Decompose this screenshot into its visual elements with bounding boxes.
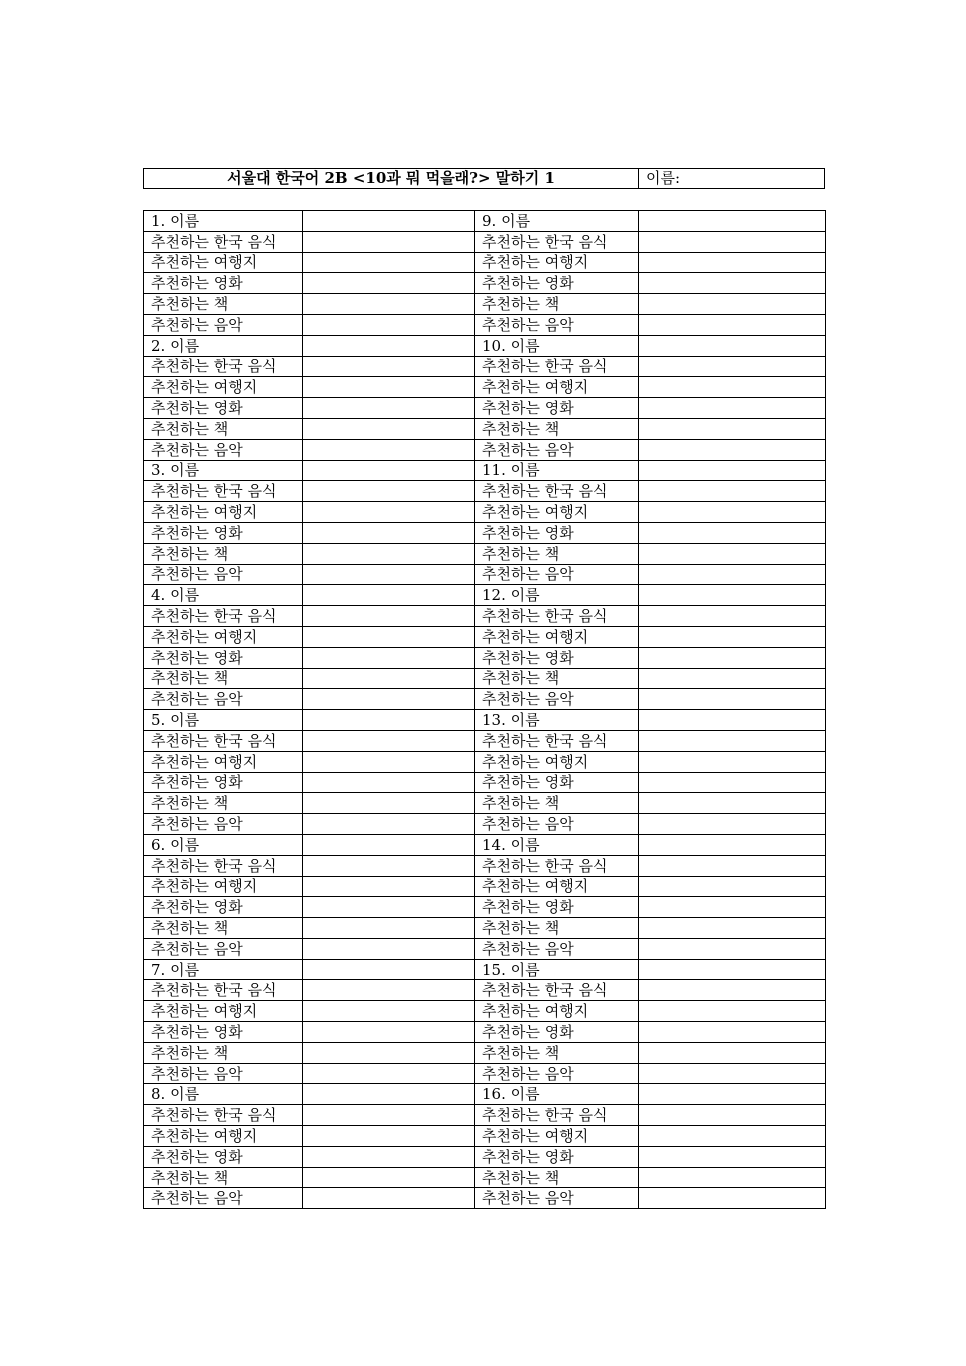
answer-cell-left[interactable] <box>303 606 475 627</box>
row-label-left: 추천하는 여행지 <box>144 1001 303 1022</box>
answer-cell-right[interactable] <box>639 814 826 835</box>
row-label-right: 15. 이름 <box>475 959 639 980</box>
row-label-right: 추천하는 여행지 <box>475 626 639 647</box>
table-row <box>144 294 826 315</box>
answer-cell-right[interactable] <box>639 834 826 855</box>
row-label-right: 추천하는 여행지 <box>475 1126 639 1147</box>
answer-cell-right[interactable] <box>639 439 826 460</box>
table-row <box>144 897 826 918</box>
answer-cell-right[interactable] <box>639 356 826 377</box>
row-label-right: 추천하는 영화 <box>475 1022 639 1043</box>
table-row <box>144 626 826 647</box>
answer-cell-left[interactable] <box>303 689 475 710</box>
table-row <box>144 772 826 793</box>
answer-cell-left[interactable] <box>303 814 475 835</box>
answer-cell-left[interactable] <box>303 1063 475 1084</box>
table-row <box>144 1063 826 1084</box>
table-row <box>144 543 826 564</box>
table-row <box>144 938 826 959</box>
row-label-right: 추천하는 영화 <box>475 398 639 419</box>
answer-cell-left[interactable] <box>303 1042 475 1063</box>
table-row <box>144 231 826 252</box>
answer-cell-right[interactable] <box>639 1126 826 1147</box>
row-label-left: 추천하는 음악 <box>144 689 303 710</box>
answer-cell-left[interactable] <box>303 1022 475 1043</box>
answer-cell-left[interactable] <box>303 314 475 335</box>
row-label-left: 추천하는 영화 <box>144 1146 303 1167</box>
row-label-left: 추천하는 음악 <box>144 938 303 959</box>
row-label-left: 추천하는 영화 <box>144 273 303 294</box>
answer-cell-right[interactable] <box>639 626 826 647</box>
table-row <box>144 1146 826 1167</box>
student-name-label: 이름: <box>646 169 681 187</box>
table-row <box>144 585 826 606</box>
row-label-left: 추천하는 한국 음식 <box>144 481 303 502</box>
row-label-left: 추천하는 음악 <box>144 1063 303 1084</box>
row-label-left: 8. 이름 <box>144 1084 303 1105</box>
answer-cell-right[interactable] <box>639 606 826 627</box>
answer-cell-left[interactable] <box>303 543 475 564</box>
row-label-right: 추천하는 여행지 <box>475 377 639 398</box>
answer-cell-right[interactable] <box>639 647 826 668</box>
table-row <box>144 814 826 835</box>
answer-cell-right[interactable] <box>639 1084 826 1105</box>
row-label-left: 추천하는 영화 <box>144 772 303 793</box>
row-label-right: 추천하는 한국 음식 <box>475 481 639 502</box>
table-row <box>144 1001 826 1022</box>
row-label-right: 추천하는 책 <box>475 1167 639 1188</box>
row-label-left: 추천하는 책 <box>144 793 303 814</box>
answer-cell-left[interactable] <box>303 647 475 668</box>
row-label-right: 추천하는 책 <box>475 918 639 939</box>
row-label-left: 추천하는 영화 <box>144 647 303 668</box>
table-row <box>144 689 826 710</box>
answer-cell-right[interactable] <box>639 585 826 606</box>
answer-cell-left[interactable] <box>303 481 475 502</box>
row-label-left: 6. 이름 <box>144 834 303 855</box>
row-label-right: 추천하는 여행지 <box>475 1001 639 1022</box>
row-label-right: 추천하는 책 <box>475 418 639 439</box>
row-label-left: 5. 이름 <box>144 710 303 731</box>
row-label-right: 추천하는 책 <box>475 1042 639 1063</box>
row-label-left: 추천하는 한국 음식 <box>144 730 303 751</box>
answer-cell-left[interactable] <box>303 980 475 1001</box>
row-label-right: 추천하는 음악 <box>475 1188 639 1209</box>
answer-cell-left[interactable] <box>303 793 475 814</box>
answer-cell-left[interactable] <box>303 1126 475 1147</box>
row-label-right: 추천하는 음악 <box>475 938 639 959</box>
row-label-left: 추천하는 한국 음식 <box>144 231 303 252</box>
table-row <box>144 668 826 689</box>
table-row <box>144 377 826 398</box>
row-label-right: 추천하는 여행지 <box>475 751 639 772</box>
table-row <box>144 980 826 1001</box>
row-label-left: 추천하는 음악 <box>144 814 303 835</box>
row-label-right: 추천하는 한국 음식 <box>475 356 639 377</box>
table-row <box>144 252 826 273</box>
answer-cell-right[interactable] <box>639 398 826 419</box>
answer-cell-left[interactable] <box>303 1146 475 1167</box>
table-row <box>144 918 826 939</box>
row-label-right: 추천하는 영화 <box>475 273 639 294</box>
table-row <box>144 211 826 232</box>
answer-cell-right[interactable] <box>639 294 826 315</box>
table-row <box>144 855 826 876</box>
answer-cell-right[interactable] <box>639 938 826 959</box>
row-label-left: 추천하는 음악 <box>144 1188 303 1209</box>
table-row <box>144 314 826 335</box>
answer-cell-left[interactable] <box>303 273 475 294</box>
answer-cell-left[interactable] <box>303 522 475 543</box>
answer-cell-left[interactable] <box>303 1001 475 1022</box>
answer-cell-right[interactable] <box>639 564 826 585</box>
answer-cell-right[interactable] <box>639 460 826 481</box>
row-label-left: 추천하는 영화 <box>144 398 303 419</box>
table-row <box>144 1126 826 1147</box>
row-label-left: 추천하는 영화 <box>144 897 303 918</box>
row-label-right: 추천하는 한국 음식 <box>475 606 639 627</box>
answer-cell-right[interactable] <box>639 231 826 252</box>
row-label-right: 추천하는 음악 <box>475 564 639 585</box>
row-label-left: 추천하는 책 <box>144 1167 303 1188</box>
row-label-right: 추천하는 음악 <box>475 314 639 335</box>
answer-cell-left[interactable] <box>303 897 475 918</box>
row-label-left: 추천하는 여행지 <box>144 876 303 897</box>
row-label-right: 추천하는 책 <box>475 668 639 689</box>
answer-cell-right[interactable] <box>639 273 826 294</box>
answer-cell-right[interactable] <box>639 543 826 564</box>
answer-cell-right[interactable] <box>639 1146 826 1167</box>
answer-cell-right[interactable] <box>639 710 826 731</box>
table-row <box>144 273 826 294</box>
row-label-right: 추천하는 한국 음식 <box>475 980 639 1001</box>
answer-cell-right[interactable] <box>639 377 826 398</box>
row-label-left: 추천하는 음악 <box>144 564 303 585</box>
answer-cell-left[interactable] <box>303 876 475 897</box>
worksheet-header <box>143 168 825 189</box>
row-label-right: 11. 이름 <box>475 460 639 481</box>
answer-cell-right[interactable] <box>639 751 826 772</box>
row-label-left: 추천하는 음악 <box>144 314 303 335</box>
answer-cell-right[interactable] <box>639 335 826 356</box>
row-label-left: 추천하는 책 <box>144 668 303 689</box>
interview-table <box>143 210 826 1209</box>
row-label-right: 추천하는 영화 <box>475 522 639 543</box>
table-row <box>144 439 826 460</box>
answer-cell-right[interactable] <box>639 980 826 1001</box>
row-label-left: 추천하는 한국 음식 <box>144 980 303 1001</box>
answer-cell-left[interactable] <box>303 626 475 647</box>
row-label-right: 추천하는 영화 <box>475 897 639 918</box>
row-label-right: 추천하는 영화 <box>475 1146 639 1167</box>
row-label-left: 2. 이름 <box>144 335 303 356</box>
table-row <box>144 1188 826 1209</box>
answer-cell-left[interactable] <box>303 335 475 356</box>
row-label-right: 16. 이름 <box>475 1084 639 1105</box>
answer-cell-right[interactable] <box>639 502 826 523</box>
answer-cell-left[interactable] <box>303 439 475 460</box>
row-label-right: 13. 이름 <box>475 710 639 731</box>
answer-cell-right[interactable] <box>639 1042 826 1063</box>
row-label-right: 추천하는 음악 <box>475 1063 639 1084</box>
row-label-right: 추천하는 여행지 <box>475 502 639 523</box>
row-label-right: 추천하는 여행지 <box>475 252 639 273</box>
answer-cell-left[interactable] <box>303 460 475 481</box>
answer-cell-left[interactable] <box>303 564 475 585</box>
answer-cell-left[interactable] <box>303 377 475 398</box>
table-row <box>144 710 826 731</box>
answer-cell-right[interactable] <box>639 314 826 335</box>
row-label-left: 추천하는 한국 음식 <box>144 606 303 627</box>
row-label-right: 추천하는 한국 음식 <box>475 855 639 876</box>
answer-cell-right[interactable] <box>639 1063 826 1084</box>
answer-cell-left[interactable] <box>303 252 475 273</box>
table-row <box>144 751 826 772</box>
answer-cell-left[interactable] <box>303 211 475 232</box>
table-row <box>144 1022 826 1043</box>
answer-cell-right[interactable] <box>639 855 826 876</box>
answer-cell-left[interactable] <box>303 294 475 315</box>
answer-cell-right[interactable] <box>639 793 826 814</box>
answer-cell-left[interactable] <box>303 834 475 855</box>
table-row <box>144 730 826 751</box>
answer-cell-right[interactable] <box>639 418 826 439</box>
row-label-right: 추천하는 책 <box>475 543 639 564</box>
row-label-left: 추천하는 한국 음식 <box>144 356 303 377</box>
row-label-left: 4. 이름 <box>144 585 303 606</box>
row-label-right: 추천하는 한국 음식 <box>475 1105 639 1126</box>
answer-cell-left[interactable] <box>303 668 475 689</box>
table-row <box>144 502 826 523</box>
row-label-left: 추천하는 여행지 <box>144 252 303 273</box>
table-row <box>144 834 826 855</box>
answer-cell-right[interactable] <box>639 522 826 543</box>
table-row <box>144 959 826 980</box>
answer-cell-left[interactable] <box>303 730 475 751</box>
row-label-left: 추천하는 여행지 <box>144 751 303 772</box>
row-label-left: 추천하는 여행지 <box>144 502 303 523</box>
answer-cell-left[interactable] <box>303 710 475 731</box>
answer-cell-right[interactable] <box>639 1022 826 1043</box>
table-row <box>144 335 826 356</box>
row-label-left: 7. 이름 <box>144 959 303 980</box>
row-label-left: 추천하는 책 <box>144 418 303 439</box>
table-row <box>144 1167 826 1188</box>
row-label-left: 추천하는 책 <box>144 294 303 315</box>
table-row <box>144 876 826 897</box>
row-label-left: 추천하는 여행지 <box>144 1126 303 1147</box>
answer-cell-right[interactable] <box>639 918 826 939</box>
answer-cell-right[interactable] <box>639 689 826 710</box>
answer-cell-right[interactable] <box>639 252 826 273</box>
row-label-left: 추천하는 여행지 <box>144 377 303 398</box>
table-row <box>144 647 826 668</box>
row-label-right: 추천하는 책 <box>475 294 639 315</box>
table-row <box>144 1042 826 1063</box>
student-name-field[interactable] <box>639 169 824 188</box>
answer-cell-right[interactable] <box>639 1105 826 1126</box>
table-row <box>144 1105 826 1126</box>
row-label-left: 추천하는 책 <box>144 543 303 564</box>
answer-cell-right[interactable] <box>639 876 826 897</box>
row-label-right: 추천하는 영화 <box>475 772 639 793</box>
row-label-left: 추천하는 여행지 <box>144 626 303 647</box>
answer-cell-right[interactable] <box>639 1167 826 1188</box>
row-label-right: 추천하는 음악 <box>475 814 639 835</box>
row-label-left: 추천하는 한국 음식 <box>144 855 303 876</box>
answer-cell-left[interactable] <box>303 938 475 959</box>
row-label-left: 1. 이름 <box>144 211 303 232</box>
table-row <box>144 460 826 481</box>
row-label-right: 추천하는 음악 <box>475 689 639 710</box>
row-label-right: 9. 이름 <box>475 211 639 232</box>
table-row <box>144 1084 826 1105</box>
answer-cell-right[interactable] <box>639 211 826 232</box>
row-label-right: 추천하는 영화 <box>475 647 639 668</box>
answer-cell-right[interactable] <box>639 1001 826 1022</box>
table-row <box>144 418 826 439</box>
table-row <box>144 481 826 502</box>
answer-cell-left[interactable] <box>303 1105 475 1126</box>
table-row <box>144 606 826 627</box>
answer-cell-left[interactable] <box>303 502 475 523</box>
answer-cell-right[interactable] <box>639 668 826 689</box>
answer-cell-right[interactable] <box>639 1188 826 1209</box>
row-label-right: 추천하는 여행지 <box>475 876 639 897</box>
answer-cell-right[interactable] <box>639 959 826 980</box>
answer-cell-left[interactable] <box>303 356 475 377</box>
answer-cell-left[interactable] <box>303 1167 475 1188</box>
table-row <box>144 356 826 377</box>
row-label-left: 추천하는 영화 <box>144 522 303 543</box>
answer-cell-left[interactable] <box>303 398 475 419</box>
answer-cell-left[interactable] <box>303 751 475 772</box>
row-label-left: 추천하는 영화 <box>144 1022 303 1043</box>
answer-cell-left[interactable] <box>303 959 475 980</box>
row-label-right: 추천하는 음악 <box>475 439 639 460</box>
answer-cell-left[interactable] <box>303 1188 475 1209</box>
answer-cell-left[interactable] <box>303 1084 475 1105</box>
row-label-right: 12. 이름 <box>475 585 639 606</box>
row-label-right: 14. 이름 <box>475 834 639 855</box>
table-row <box>144 793 826 814</box>
answer-cell-right[interactable] <box>639 772 826 793</box>
row-label-right: 10. 이름 <box>475 335 639 356</box>
answer-cell-right[interactable] <box>639 730 826 751</box>
answer-cell-left[interactable] <box>303 772 475 793</box>
answer-cell-right[interactable] <box>639 897 826 918</box>
answer-cell-right[interactable] <box>639 481 826 502</box>
row-label-right: 추천하는 한국 음식 <box>475 231 639 252</box>
row-label-left: 추천하는 책 <box>144 918 303 939</box>
row-label-left: 추천하는 한국 음식 <box>144 1105 303 1126</box>
table-row <box>144 398 826 419</box>
row-label-right: 추천하는 책 <box>475 793 639 814</box>
answer-cell-left[interactable] <box>303 418 475 439</box>
row-label-right: 추천하는 한국 음식 <box>475 730 639 751</box>
table-row <box>144 522 826 543</box>
row-label-left: 추천하는 책 <box>144 1042 303 1063</box>
row-label-left: 추천하는 음악 <box>144 439 303 460</box>
table-row <box>144 564 826 585</box>
worksheet-title: 서울대 한국어 2B <10과 뭐 먹을래?> 말하기 1 <box>144 169 639 188</box>
answer-cell-left[interactable] <box>303 585 475 606</box>
answer-cell-left[interactable] <box>303 231 475 252</box>
row-label-left: 3. 이름 <box>144 460 303 481</box>
answer-cell-left[interactable] <box>303 918 475 939</box>
answer-cell-left[interactable] <box>303 855 475 876</box>
